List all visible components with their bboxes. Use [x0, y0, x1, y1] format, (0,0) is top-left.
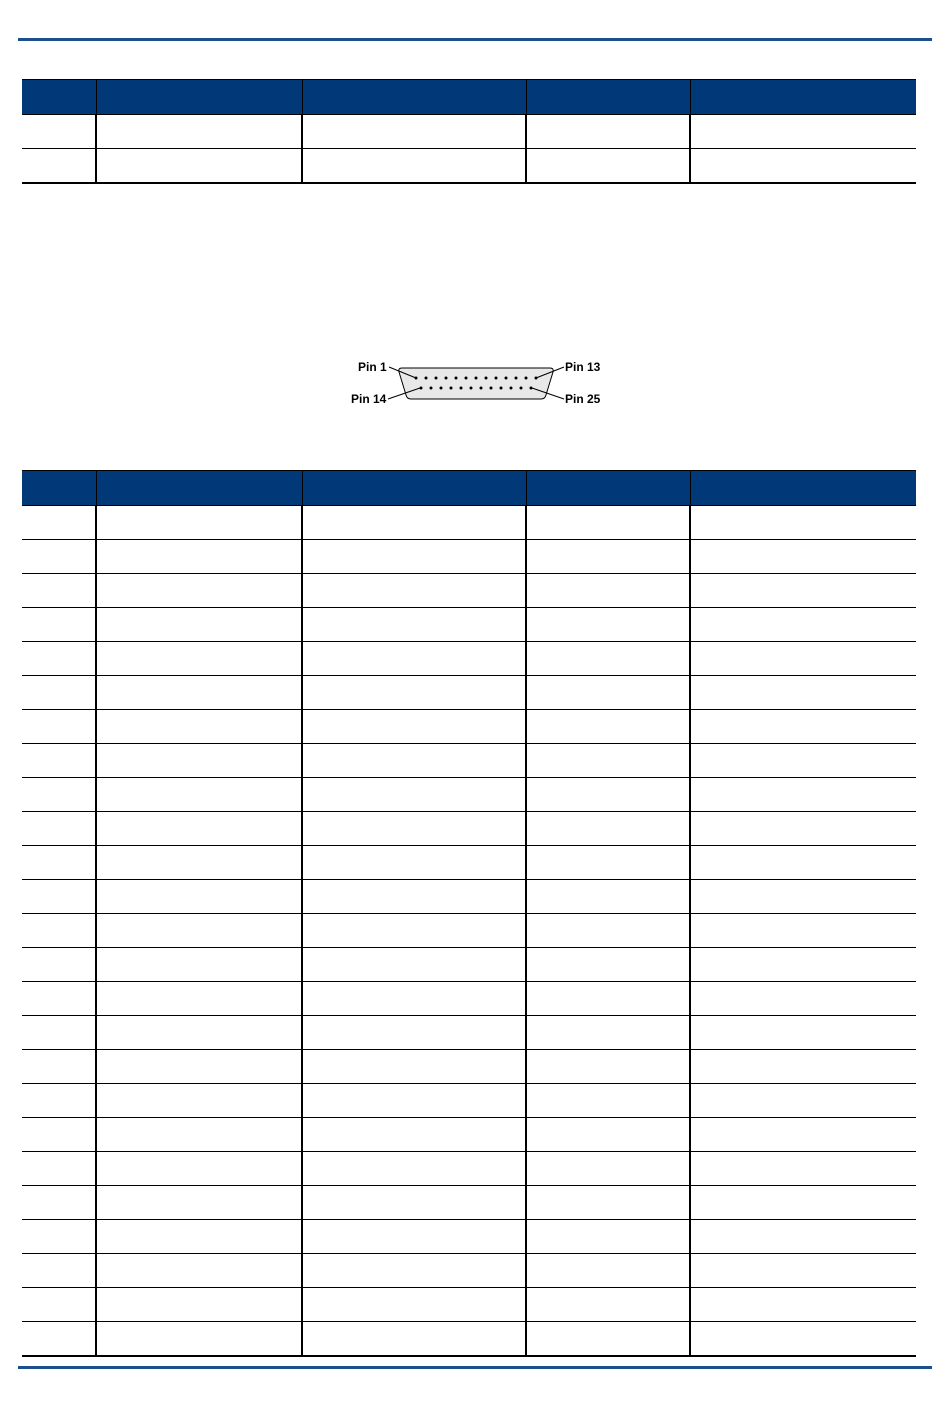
table-row: [22, 744, 916, 778]
table-row: [22, 506, 916, 540]
table-cell: [96, 710, 302, 744]
pin-table: [22, 470, 916, 1357]
table-row: [22, 1050, 916, 1084]
table-cell: [302, 676, 526, 710]
table-cell: [526, 880, 690, 914]
header-cell: [22, 471, 96, 506]
table-cell: [302, 1322, 526, 1357]
header-cell: [690, 471, 916, 506]
table-cell: [302, 1084, 526, 1118]
table-cell: [96, 914, 302, 948]
table-row: [22, 948, 916, 982]
connector-pin: [510, 387, 513, 390]
connector-pin: [445, 377, 448, 380]
connector-pin: [520, 387, 523, 390]
table-row: [22, 982, 916, 1016]
table-cell: [690, 540, 916, 574]
table-row: [22, 1220, 916, 1254]
connector-pin: [485, 377, 488, 380]
connector-pin: [455, 377, 458, 380]
table-row: [22, 1186, 916, 1220]
table-cell: [302, 880, 526, 914]
table-cell: [302, 1118, 526, 1152]
table-cell: [526, 1118, 690, 1152]
connector-pin: [490, 387, 493, 390]
table-cell: [526, 1152, 690, 1186]
header-cell: [96, 471, 302, 506]
table-row: [22, 1084, 916, 1118]
table-cell: [96, 149, 302, 184]
top-rule: [18, 38, 932, 41]
table-cell: [302, 710, 526, 744]
table-cell: [302, 115, 526, 149]
table-cell: [690, 1050, 916, 1084]
table-row: [22, 540, 916, 574]
table-cell: [22, 1186, 96, 1220]
table-cell: [22, 1152, 96, 1186]
table-cell: [526, 948, 690, 982]
table-cell: [690, 778, 916, 812]
table-cell: [96, 506, 302, 540]
table-cell: [690, 1084, 916, 1118]
table-row: [22, 642, 916, 676]
table-row: [22, 115, 916, 149]
header-cell: [302, 80, 526, 115]
table-cell: [526, 1050, 690, 1084]
connector-pin: [465, 377, 468, 380]
table-cell: [22, 642, 96, 676]
table-cell: [22, 608, 96, 642]
table-cell: [690, 1220, 916, 1254]
header-cell: [96, 80, 302, 115]
table-cell: [22, 982, 96, 1016]
connector-pin: [525, 377, 528, 380]
table-cell: [302, 506, 526, 540]
header-cell: [302, 471, 526, 506]
pin13-label: Pin 13: [565, 360, 601, 374]
table-cell: [96, 1084, 302, 1118]
table-cell: [96, 880, 302, 914]
table-cell: [22, 1016, 96, 1050]
header-cell: [526, 471, 690, 506]
table-cell: [526, 1254, 690, 1288]
table-cell: [690, 608, 916, 642]
table-cell: [302, 778, 526, 812]
table-cell: [96, 608, 302, 642]
table-cell: [526, 846, 690, 880]
table-cell: [22, 744, 96, 778]
table-cell: [690, 1152, 916, 1186]
table-cell: [96, 574, 302, 608]
table-cell: [96, 642, 302, 676]
table-row: [22, 1118, 916, 1152]
table-cell: [22, 880, 96, 914]
table-cell: [22, 506, 96, 540]
connector-pin: [495, 377, 498, 380]
table-cell: [22, 778, 96, 812]
table-cell: [22, 948, 96, 982]
table-cell: [302, 574, 526, 608]
table-cell: [302, 914, 526, 948]
table-cell: [22, 540, 96, 574]
table-cell: [526, 115, 690, 149]
table-row: [22, 914, 916, 948]
table-cell: [22, 1220, 96, 1254]
table-cell: [302, 1050, 526, 1084]
table-row: [22, 846, 916, 880]
table-row: [22, 1016, 916, 1050]
connector-pin: [435, 377, 438, 380]
table-cell: [96, 1050, 302, 1084]
table-cell: [526, 778, 690, 812]
table-cell: [22, 1288, 96, 1322]
table-cell: [690, 1322, 916, 1357]
table-cell: [526, 982, 690, 1016]
table-cell: [96, 1016, 302, 1050]
table-cell: [302, 744, 526, 778]
table-cell: [526, 812, 690, 846]
connector-pin: [470, 387, 473, 390]
table-cell: [690, 914, 916, 948]
connector-pin: [425, 377, 428, 380]
table-cell: [302, 149, 526, 184]
table-cell: [526, 1220, 690, 1254]
table-cell: [526, 744, 690, 778]
table-cell: [302, 1288, 526, 1322]
table-cell: [690, 744, 916, 778]
table-cell: [302, 540, 526, 574]
table-cell: [96, 778, 302, 812]
table-cell: [302, 642, 526, 676]
table-cell: [22, 914, 96, 948]
pin14-label: Pin 14: [351, 392, 387, 406]
table-cell: [302, 846, 526, 880]
connector-pin: [440, 387, 443, 390]
table-row: [22, 574, 916, 608]
table-cell: [96, 1254, 302, 1288]
table-cell: [96, 1118, 302, 1152]
table-cell: [526, 1084, 690, 1118]
table-cell: [96, 982, 302, 1016]
table-cell: [690, 1288, 916, 1322]
table-cell: [302, 608, 526, 642]
table-cell: [96, 1288, 302, 1322]
table-row: [22, 812, 916, 846]
top-table: [22, 79, 916, 184]
table-cell: [526, 574, 690, 608]
connector-pin: [415, 377, 418, 380]
table-cell: [526, 642, 690, 676]
table-cell: [526, 506, 690, 540]
table-cell: [22, 846, 96, 880]
table-cell: [690, 506, 916, 540]
table-cell: [22, 710, 96, 744]
table-cell: [22, 676, 96, 710]
table-cell: [690, 1016, 916, 1050]
table-cell: [690, 642, 916, 676]
table-cell: [22, 1050, 96, 1084]
header-cell: [526, 80, 690, 115]
table-cell: [302, 982, 526, 1016]
table-row: [22, 1322, 916, 1357]
table-cell: [526, 1322, 690, 1357]
table-cell: [690, 574, 916, 608]
table-cell: [96, 1152, 302, 1186]
table-cell: [96, 846, 302, 880]
table-cell: [526, 1186, 690, 1220]
table-cell: [96, 1220, 302, 1254]
table-cell: [96, 744, 302, 778]
table-cell: [690, 710, 916, 744]
bottom-rule: [18, 1366, 932, 1369]
table-cell: [526, 914, 690, 948]
table-cell: [526, 710, 690, 744]
table-row: [22, 1152, 916, 1186]
table-cell: [22, 812, 96, 846]
table-cell: [526, 676, 690, 710]
table-cell: [526, 1288, 690, 1322]
table-cell: [302, 1152, 526, 1186]
table-cell: [22, 149, 96, 184]
connector-pin: [515, 377, 518, 380]
table-row: [22, 676, 916, 710]
table-cell: [302, 812, 526, 846]
table-cell: [302, 1186, 526, 1220]
table-cell: [22, 1084, 96, 1118]
table-cell: [690, 982, 916, 1016]
table-cell: [22, 115, 96, 149]
table-cell: [22, 1118, 96, 1152]
table-row: [22, 608, 916, 642]
table-row: [22, 880, 916, 914]
connector-pin: [500, 387, 503, 390]
table-cell: [22, 574, 96, 608]
pin1-label: Pin 1: [358, 360, 387, 374]
db25-connector-diagram: [340, 355, 610, 415]
connector-pin: [505, 377, 508, 380]
table-cell: [526, 540, 690, 574]
header-cell: [690, 80, 916, 115]
connector-pin: [460, 387, 463, 390]
table-cell: [526, 149, 690, 184]
header-cell: [22, 80, 96, 115]
table-cell: [96, 540, 302, 574]
table-cell: [690, 1186, 916, 1220]
table-cell: [690, 676, 916, 710]
connector-pin: [480, 387, 483, 390]
table-row: [22, 1288, 916, 1322]
table-cell: [22, 1254, 96, 1288]
connector-pin: [535, 377, 538, 380]
table-cell: [302, 948, 526, 982]
table-cell: [690, 880, 916, 914]
table-row: [22, 1254, 916, 1288]
table-row: [22, 149, 916, 184]
table-cell: [96, 812, 302, 846]
connector-pin: [420, 387, 423, 390]
table-cell: [690, 1118, 916, 1152]
pin25-label: Pin 25: [565, 392, 601, 406]
table-header-row: [22, 471, 916, 506]
table-cell: [96, 115, 302, 149]
table-row: [22, 710, 916, 744]
connector-shell: [399, 368, 553, 399]
table-cell: [96, 948, 302, 982]
table-cell: [690, 846, 916, 880]
table-cell: [690, 812, 916, 846]
connector-pin: [530, 387, 533, 390]
table-cell: [690, 948, 916, 982]
table-cell: [526, 1016, 690, 1050]
table-row: [22, 778, 916, 812]
table-cell: [302, 1220, 526, 1254]
table-header-row: [22, 80, 916, 115]
table-cell: [302, 1016, 526, 1050]
connector-pin: [475, 377, 478, 380]
table-cell: [96, 1186, 302, 1220]
table-cell: [690, 115, 916, 149]
table-cell: [96, 676, 302, 710]
table-cell: [96, 1322, 302, 1357]
table-cell: [22, 1322, 96, 1357]
connector-pin: [450, 387, 453, 390]
connector-pin: [430, 387, 433, 390]
table-cell: [526, 608, 690, 642]
table-cell: [302, 1254, 526, 1288]
table-cell: [690, 1254, 916, 1288]
table-cell: [690, 149, 916, 184]
